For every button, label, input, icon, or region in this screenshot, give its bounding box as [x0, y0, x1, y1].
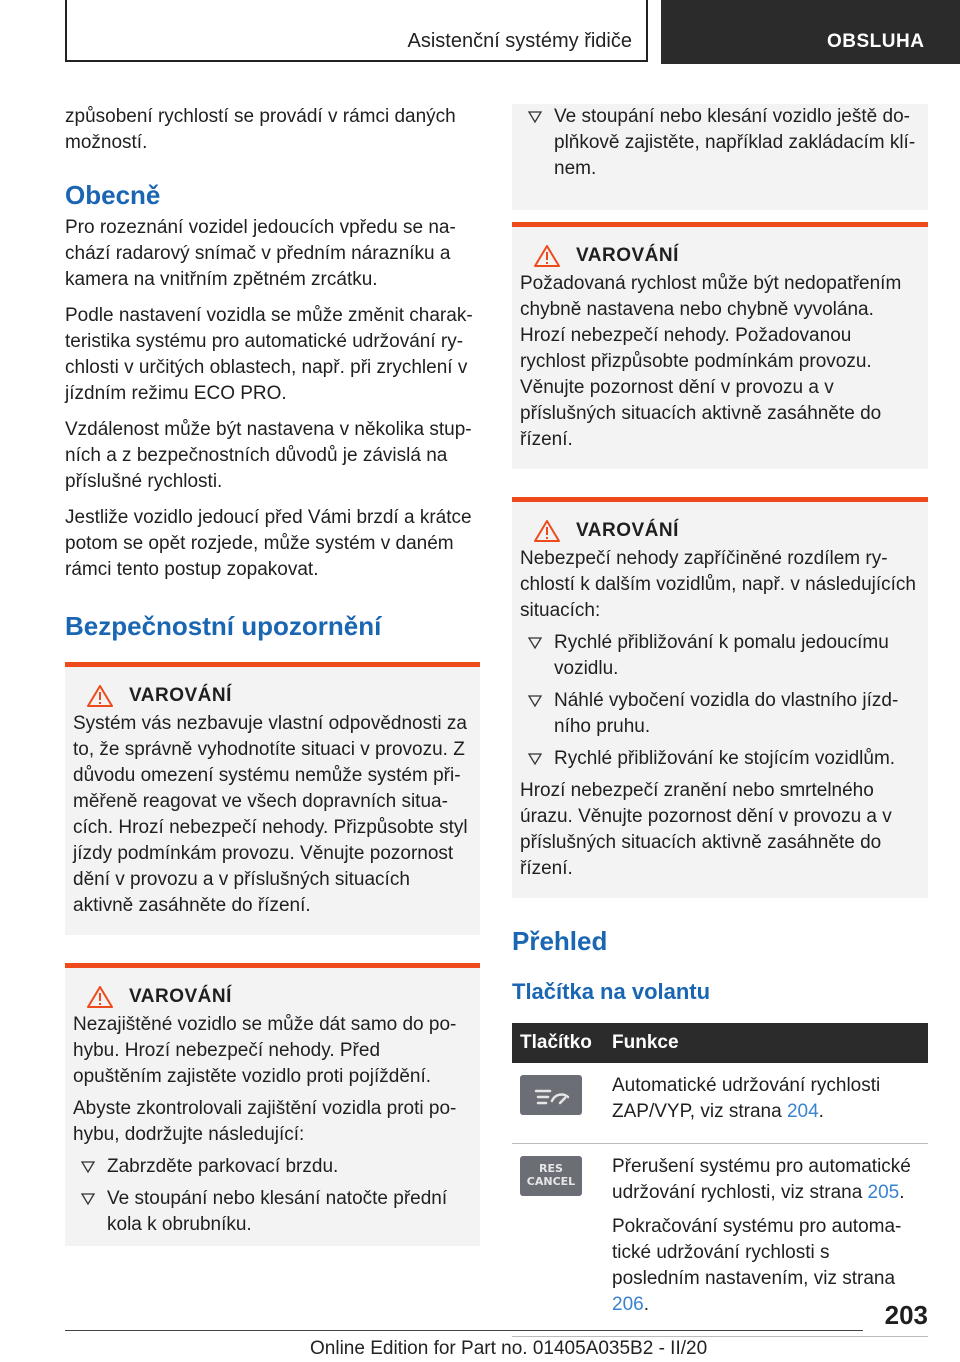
list-item: Zabrzděte parkovací brzdu.	[73, 1154, 472, 1180]
left-column	[65, 104, 480, 1246]
warning-triangle-icon	[534, 520, 560, 542]
triangle-bullet-icon	[81, 1160, 95, 1174]
continued-bullet-list	[520, 104, 920, 194]
list-item: Rychlé přibližování ke stojícím vozidlům.	[520, 746, 920, 772]
triangle-bullet-icon	[528, 636, 542, 650]
right-column	[512, 104, 928, 1337]
header-chapter-title: OBSLUHA	[827, 31, 925, 52]
warning-text: Abyste zkontrolovali zajištění vozidla proti pohybu, dodržujte následující:	[73, 1098, 457, 1145]
warning-triangle-icon	[87, 986, 113, 1008]
steering-buttons-table	[512, 1023, 928, 1337]
warning-text: Požadovaná rychlost může být nedopatřením chybně nastavena nebo chybně vyvolána. Hrozí nebezpečí nehody. Požadovanou rychlost přizpůsobte podmínkám provozu. Věnujte pozornost dění v provozu a v příslušných situacích aktivně zasáhněte do řízení.	[520, 273, 902, 450]
page-reference-link[interactable]: 205	[867, 1182, 900, 1203]
key-label-cancel: CANCEL	[526, 1175, 576, 1188]
table-cell-button	[512, 1144, 604, 1337]
res-cancel-key	[520, 1156, 582, 1196]
triangle-bullet-icon	[528, 110, 542, 124]
header-section-title: Asistenční systémy řidiče	[407, 30, 632, 52]
cruise-control-icon	[520, 1075, 582, 1115]
table-cell-function: Automatické udržování rychlosti ZAP/VYP, viz strana 204.	[604, 1063, 928, 1144]
key-label-res: RES	[539, 1162, 563, 1175]
intro-paragraph: způsobení rychlostí se provádí v rámci daných možností.	[65, 106, 456, 153]
page-reference-link[interactable]: 204	[786, 1101, 819, 1122]
table-header-function: Funkce	[604, 1023, 928, 1063]
warning-triangle-icon	[534, 245, 560, 267]
warning-bullet-list	[520, 630, 920, 772]
warning-triangle-icon	[87, 685, 113, 707]
general-paragraph-3: Vzdálenost může být nastavena v několika stupních a z bezpečnostních důvodů je závislá na příslušné rychlosti.	[65, 419, 472, 492]
warning-title	[73, 986, 472, 1008]
footer-divider	[65, 1330, 863, 1331]
list-item: Ve stoupání nebo klesání natočte přední kola k obrubníku.	[73, 1186, 472, 1238]
warning-text: Hrozí nebezpečí zranění nebo smrtelného úrazu. Věnujte pozornost dění v provozu a v příslušných situacích aktivně zasáhněte do řízení.	[520, 780, 892, 879]
heading-steering-buttons: Tlačítka na volantu	[512, 979, 711, 1004]
table-row	[512, 1144, 928, 1337]
continued-warning-box	[512, 104, 928, 210]
list-item: Náhlé vybočení vozidla do vlastního jízdního pruhu.	[520, 688, 920, 740]
heading-safety: Bezpečnostní upozornění	[65, 611, 382, 641]
general-paragraph-4: Jestliže vozidlo jedoucí před Vámi brzdí a krátce potom se opět rozjede, může systém v daném rámci tento postup zopakovat.	[65, 507, 472, 580]
warning-title	[73, 685, 472, 707]
warning-title	[520, 245, 920, 267]
table-header-row	[512, 1023, 928, 1063]
table-row	[512, 1063, 928, 1144]
warning-title-text: VAROVÁNÍ	[129, 986, 232, 1007]
header-section-box	[65, 0, 648, 62]
triangle-bullet-icon	[81, 1192, 95, 1206]
warning-title-text: VAROVÁNÍ	[129, 685, 232, 706]
triangle-bullet-icon	[528, 694, 542, 708]
table-header-button: Tlačítko	[512, 1023, 604, 1063]
warning-box-1	[65, 662, 480, 935]
general-paragraph-2: Podle nastavení vozidla se může změnit charakteristika systému pro automatické udržování rychlosti v určitých oblastech, např. při zrychlení v jízdním režimu ECO PRO.	[65, 305, 473, 404]
table-cell-function: Přerušení systému pro automatické udržování rychlosti, viz strana 205. Pokračování systému pro automatické udržování rychlosti s posledním nastavením, viz strana 206.	[604, 1144, 928, 1337]
cruise-control-key	[520, 1075, 582, 1115]
warning-box-2	[65, 963, 480, 1246]
warning-bullet-list	[73, 1154, 472, 1238]
heading-general: Obecně	[65, 180, 161, 210]
general-paragraph-1: Pro rozeznání vozidel jedoucích vpředu se nachází radarový snímač v předním nárazníku a kamera na vnitřním zpětném zrcátku.	[65, 217, 456, 290]
warning-text: Nezajištěné vozidlo se může dát samo do pohybu. Hrozí nebezpečí nehody. Před opuštěním zajistěte vozidlo proti pojíždění.	[73, 1014, 457, 1087]
warning-text: Systém vás nezbavuje vlastní odpovědnosti za to, že správně vyhodnotíte situaci v provozu. Z důvodu omezení systému nemůže systém přiměřeně reagovat ve všech dopravních situacích. Hrozí nebezpečí nehody. Přizpůsobte styl jízdy podmínkám provozu. Věnujte pozornost dění v provozu a v příslušných situacích aktivně zasáhněte do řízení.	[73, 713, 468, 916]
warning-text: Nebezpečí nehody zapříčiněné rozdílem rychlostí k dalším vozidlům, např. v následujících situacích:	[520, 548, 917, 621]
warning-title	[520, 520, 920, 542]
list-item: Ve stoupání nebo klesání vozidlo ještě doplňkově zajistěte, například zakládacím klínem.	[520, 104, 920, 182]
heading-overview: Přehled	[512, 926, 608, 956]
page-number: 203	[884, 1300, 928, 1330]
triangle-bullet-icon	[528, 752, 542, 766]
footer-edition: Online Edition for Part no. 01405A035B2 - II/20	[310, 1338, 708, 1359]
warning-box-4	[512, 497, 928, 898]
header-chapter-tab	[661, 0, 960, 64]
warning-box-3	[512, 222, 928, 469]
warning-title-text: VAROVÁNÍ	[576, 520, 679, 541]
warning-title-text: VAROVÁNÍ	[576, 245, 679, 266]
list-item: Rychlé přibližování k pomalu jedoucímu vozidlu.	[520, 630, 920, 682]
page-reference-link[interactable]: 206	[612, 1294, 644, 1315]
table-cell-button	[512, 1063, 604, 1144]
